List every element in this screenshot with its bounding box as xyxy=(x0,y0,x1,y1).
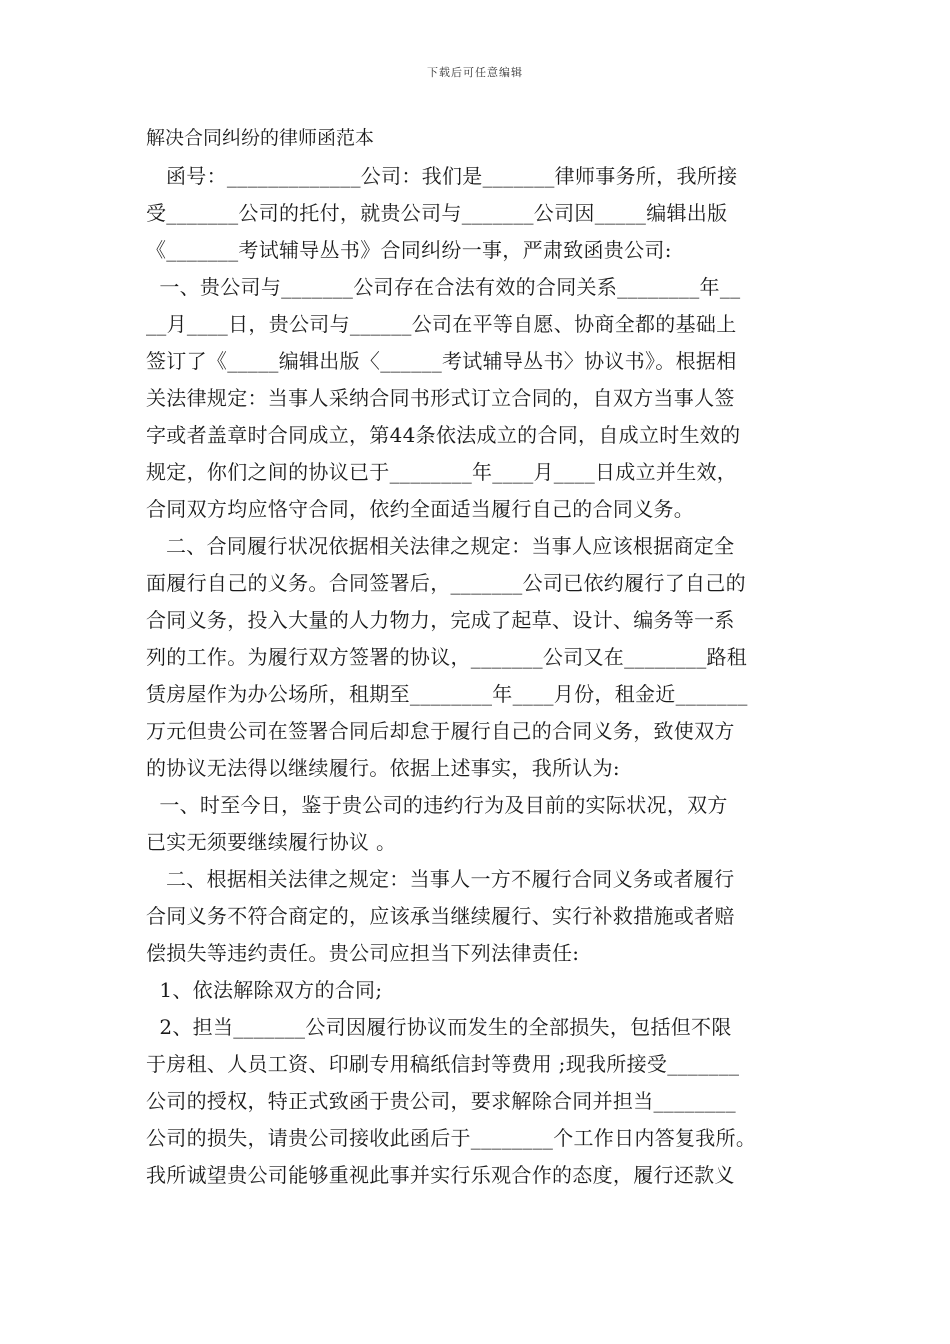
text-line: 合同义务不符合商定的，应该承当继续履行、实行补救措施或者赔 xyxy=(146,904,735,928)
text-line: 受_______公司的托付，就贵公司与_______公司因_____编辑出版 xyxy=(146,201,728,225)
text-line: 签订了《_____编辑出版〈______考试辅导丛书〉协议书》。根据相 xyxy=(146,349,737,373)
text-line: 合同义务，投入大量的人力物力，完成了起草、设计、编务等一系 xyxy=(146,608,735,632)
text-line: 赁房屋作为办公场所，租期至________年____月份，租金近_______ xyxy=(146,682,748,706)
document-body xyxy=(146,124,810,1194)
text-line: 公司的授权，特正式致函于贵公司，要求解除合同并担当________ xyxy=(146,1089,736,1113)
text-line: 偿损失等违约责任。贵公司应担当下列法律责任: xyxy=(146,941,580,965)
text-line: __月____日，贵公司与______公司在平等自愿、协商全都的基础上 xyxy=(146,312,737,336)
text-line: 我所诚望贵公司能够重视此事并实行乐观合作的态度，履行还款义 xyxy=(146,1163,735,1187)
text-line: 函号：_____________公司：我们是_______律师事务所，我所接 xyxy=(146,164,738,188)
text-line: 一、贵公司与_______公司存在合法有效的合同关系________年__ xyxy=(146,275,741,299)
text-line: 于房租、人员工资、印刷专用稿纸信封等费用 ;现我所接受_______ xyxy=(146,1052,740,1076)
text-line: 1、依法解除双方的合同; xyxy=(146,978,383,1002)
text-line: 合同双方均应恪守合同，依约全面适当履行自己的合同义务。 xyxy=(146,497,695,521)
text-line: 二、根据相关法律之规定：当事人一方不履行合同义务或者履行 xyxy=(146,867,735,891)
text-line: 规定，你们之间的协议已于________年____月____日成立并生效， xyxy=(146,460,738,484)
text-line: 《_______考试辅导丛书》合同纠纷一事，严肃致函贵公司: xyxy=(146,238,672,262)
text-line: 2、担当_______公司因履行协议而发生的全部损失，包括但不限 xyxy=(146,1015,732,1039)
text-line: 公司的损失，请贵公司接收此函后于________个工作日内答复我所。 xyxy=(146,1126,757,1150)
text-line: 二、合同履行状况依据相关法律之规定：当事人应该根据商定全 xyxy=(146,534,735,558)
text-line: 的协议无法得以继续履行。依据上述事实，我所认为: xyxy=(146,756,620,780)
text-line: 面履行自己的义务。合同签署后，_______公司已依约履行了自己的 xyxy=(146,571,746,595)
text-line: 万元但贵公司在签署合同后却怠于履行自己的合同义务，致使双方 xyxy=(146,719,735,743)
text-line: 关法律规定：当事人采纳合同书形式订立合同的，自双方当事人签 xyxy=(146,386,735,410)
text-line: 已实无须要继续履行协议 。 xyxy=(146,830,397,854)
text-line: 字或者盖章时合同成立，第44条依法成立的合同，自成立时生效的 xyxy=(146,423,741,447)
text-line: 列的工作。为履行双方签署的协议，_______公司又在________路租 xyxy=(146,645,748,669)
page-header: 下载后可任意编辑 xyxy=(427,66,523,79)
text-line: 一、时至今日，鉴于贵公司的违约行为及目前的实际状况，双方 xyxy=(146,793,728,817)
document-title: 解决合同纠纷的律师函范本 xyxy=(146,127,375,149)
